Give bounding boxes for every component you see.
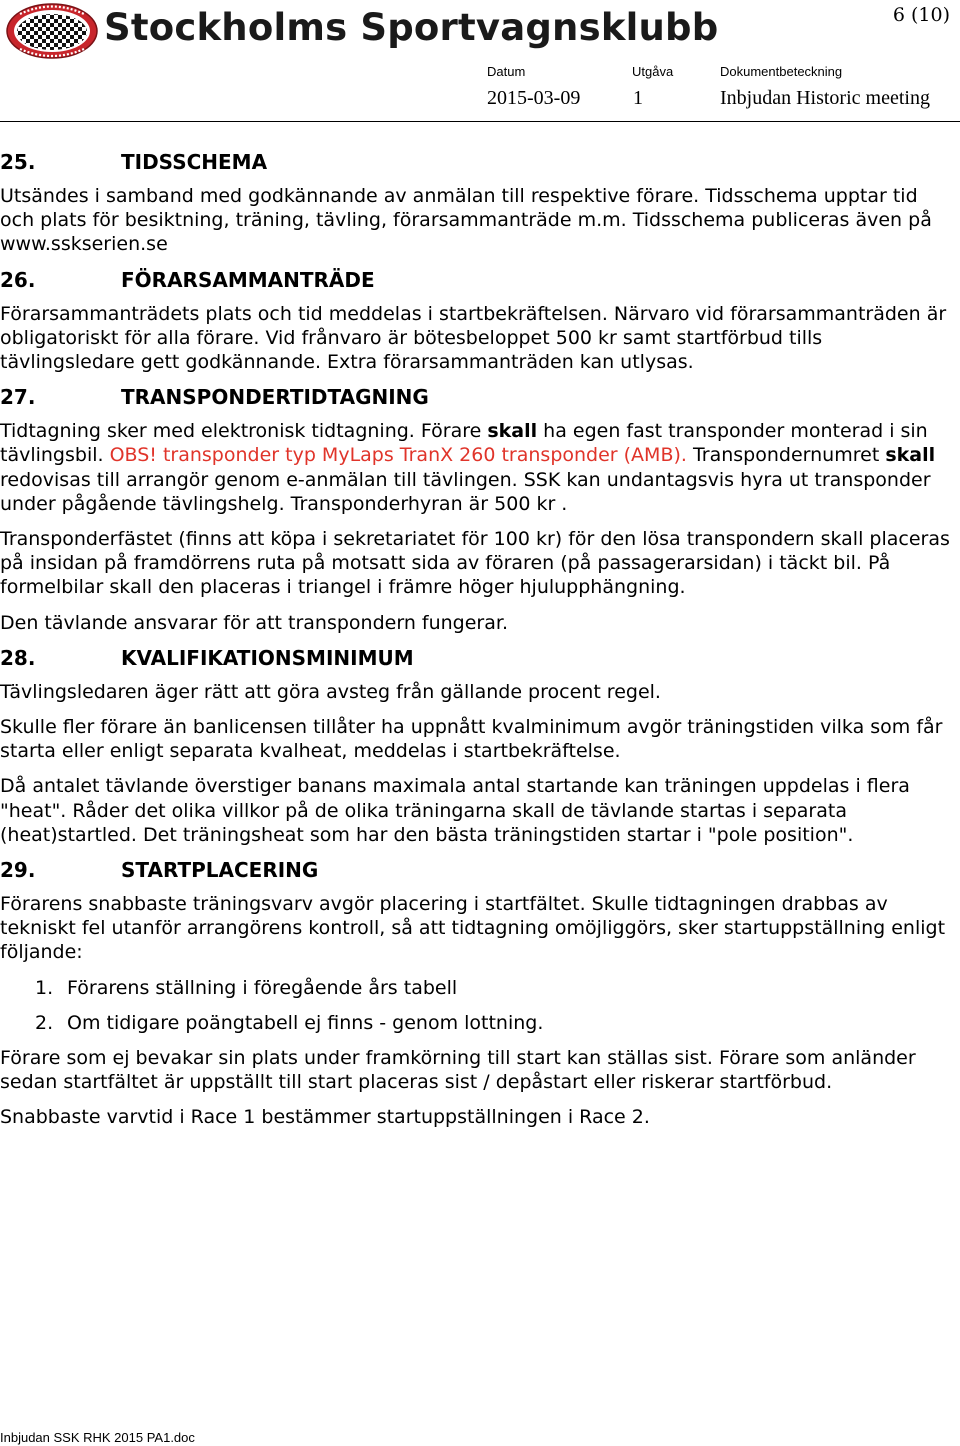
section-title: TIDSSCHEMA [121,150,268,174]
text-run: ha egen fast transponder monterad i sin tävlingsbil. [0,420,928,467]
list-item [0,1011,950,1035]
date-label: Datum [487,64,526,79]
section-25-paragraph: Utsändes i samband med godkännande av anmälan till respektive förare. Tidsschema upptar tid och plats för besiktning, träning, tävling, förarsammanträde m.m. Tidsschema publiceras även på www.sskserien.se [0,185,932,256]
page-number: 6 (10) [892,4,950,26]
list-item-text: Om tidigare poängtabell ej finns - genom lottning. [67,1011,544,1034]
list-item-number: 1. [35,976,54,999]
section-title: FÖRARSAMMANTRÄDE [121,267,375,292]
section-heading-25 [0,150,950,174]
text-run: Transpondernumret [686,444,886,467]
issue-value: 1 [633,87,643,109]
document-designation-label: Dokumentbeteckning [720,64,843,79]
list-item-number: 2. [35,1011,54,1034]
section-29-paragraph-1: Förarens snabbaste träningsvarv avgör placering i startfältet. Skulle tidtagningen drabbas av tekniskt fel utanför arrangörens kontroll, så att tidtagning omöjliggörs, sker startuppställning enligt följande: [0,893,946,964]
footer-document-name: Inbjudan SSK RHK 2015 PA1.doc [0,1430,195,1445]
section-27-paragraph-1 [0,419,950,516]
section-27-paragraph-3: Den tävlande ansvarar för att transpondern fungerar. [0,611,508,634]
section-28-paragraph-2: Skulle fler förare än banlicensen tillåter ha uppnått kvalminimum avgör träningstiden vilka som får starta eller enligt separata kvalheat, meddelas i startbekräftelse. [0,716,943,763]
date-value: 2015-03-09 [487,87,581,109]
document-body [0,150,950,1141]
page-header [0,0,960,124]
text-run: redovisas till arrangör genom e-anmälan till tävlingen. SSK kan undantagsvis hyra ut transponder under pågående tävlingshelg. Transponderhyran är 500 kr . [0,468,931,515]
section-number: 27. [0,385,36,410]
start-order-list [0,976,950,1035]
club-logo-icon [6,3,98,59]
header-divider [0,121,960,122]
issue-label: Utgåva [632,64,674,79]
bold-text: skall [487,420,538,443]
section-title: TRANSPONDERTIDTAGNING [121,385,429,410]
section-heading-27 [0,385,950,409]
document-designation-value: Inbjudan Historic meeting [720,87,930,109]
bold-text: skall [885,444,936,467]
section-29-paragraph-2: Förare som ej bevakar sin plats under framkörning till start kan ställas sist. Förare som anländer sedan startfältet är uppställt till start placeras sist / depåstart eller riskerar startförbud. [0,1047,916,1094]
section-26-paragraph: Förarsammanträdets plats och tid meddelas i startbekräftelsen. Närvaro vid förarsammanträden är obligatoriskt för alla förare. Vid frånvaro är bötesbeloppet 500 kr samt startförbud tills tävlingsledare gett godkännande. Extra förarsammanträden kan utlysas. [0,302,947,374]
section-number: 26. [0,267,36,292]
section-heading-28 [0,646,950,670]
section-27-paragraph-2: Transponderfästet (finns att köpa i sekretariatet för 100 kr) för den lösa transpondern skall placeras på insidan på framdörrens ruta på motsatt sida av föraren (på passagerarsidan) i täckt bil. På formelbilar skall den placeras i triangel i främre höger hjulupphängning. [0,528,950,599]
section-heading-29 [0,858,950,882]
section-heading-26 [0,268,950,292]
list-item [0,976,950,1000]
club-name: Stockholms Sportvagnsklubb [104,6,719,49]
section-title: KVALIFIKATIONSMINIMUM [121,645,414,670]
section-29-paragraph-3: Snabbaste varvtid i Race 1 bestämmer startuppställningen i Race 2. [0,1106,650,1129]
list-item-text: Förarens ställning i föregående års tabell [67,976,458,999]
section-28-paragraph-3: Då antalet tävlande överstiger banans maximala antal startande kan träningen uppdelas i flera "heat". Råder det olika villkor på de olika träningarna skall de tävlande startas i separata (heat)startled. Det träningsheat som har den bästa träningstiden startar i "pole position". [0,775,910,846]
section-number: 28. [0,645,36,670]
text-run: Tidtagning sker med elektronisk tidtagning. Förare [0,420,488,443]
transponder-notice: OBS! transponder typ MyLaps TranX 260 transponder (AMB). [109,444,687,467]
section-title: STARTPLACERING [121,858,319,883]
section-number: 25. [0,150,36,174]
section-28-paragraph-1: Tävlingsledaren äger rätt att göra avsteg från gällande procent regel. [0,680,661,703]
section-number: 29. [0,858,36,883]
